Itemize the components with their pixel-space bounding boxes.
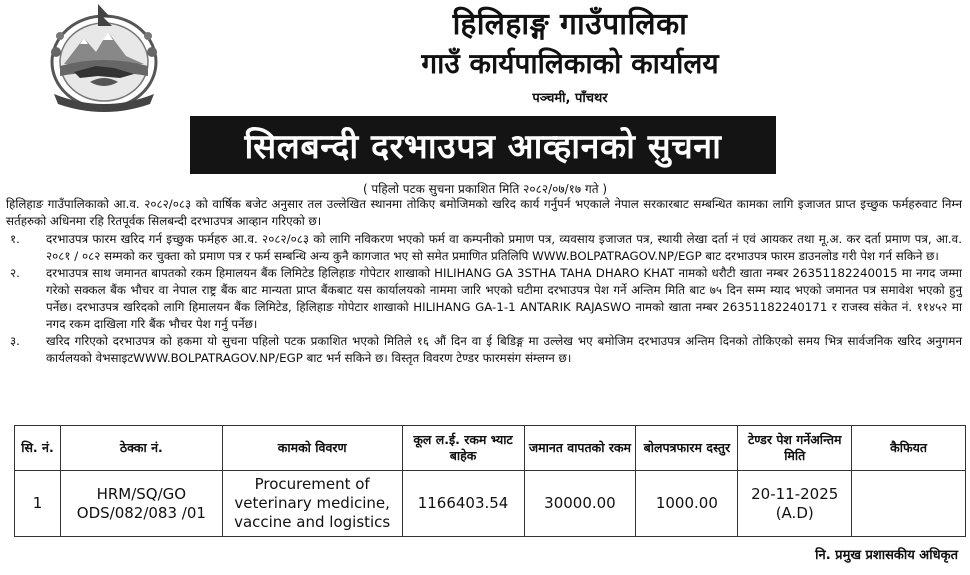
condition-number: ३. xyxy=(10,334,20,348)
cell-sn: 1 xyxy=(15,471,61,537)
col-header-contract-no: ठेक्का नं. xyxy=(60,426,222,471)
nepal-emblem-icon xyxy=(40,2,168,114)
col-header-sn: सि. नं. xyxy=(15,426,61,471)
condition-item xyxy=(6,231,962,265)
cell-security-amount: 30000.00 xyxy=(524,471,636,537)
col-header-estimated-amount: कूल ल.ई. रकम भ्याट बाहेक xyxy=(402,426,524,471)
municipality-title: हिलिहाङ्ग गाउँपालिका xyxy=(452,7,688,42)
intro-paragraph: हिलिहाङ गाउँपालिकाको आ.व. २०८२/०८३ को वार्षिक बजेट अनुसार तल उल्लेखित स्थानमा तोकिए बमोजिमको खरिद कार्य गर्नुपर्न भएकाले नेपाल सरकारबाट सम्बन्धित कामका लागि इजाजत प्राप्त इच्छुक फर्महरुवाट निम्न सर्तहरुको अधिनमा रहि रितपूर्वक सिलबन्दी दरभाउपत्र आव्हान गरिएको छ। xyxy=(6,197,962,228)
condition-item xyxy=(6,333,962,367)
cell-contract-no: HRM/SQ/GO ODS/082/083 /01 xyxy=(60,471,222,537)
tender-table xyxy=(14,425,966,537)
condition-number: १. xyxy=(10,232,20,246)
office-location: पञ्चमी, पाँचथर xyxy=(532,91,608,106)
condition-text: दरभाउपत्र फारम खरिद गर्न इच्छुक फर्महरु आ.व. २०८२/०८३ को लागि नविकरण भएको फर्म वा कम्पनीको प्रमाण पत्र, व्यवसाय इजाजत पत्र, स्थायी लेखा दर्ता नं एवं आयकर तथा मू.अ. कर दर्ता प्रमाण पत्र, आ.व. २०८१ / ०८२ सम्मको कर चुक्ता को प्रमाण पत्र र फर्म सम्बन्धि अन्य कुनै कागजात भए सो समेत प्रमाणित प्रतिलिपि WWW.BOLPATRAGOV.NP/EGP बाट दरभाउपत्र फारम डाउनलोड गरी पेश गर्न सकिने छ। xyxy=(46,232,962,263)
notice-body xyxy=(6,196,962,367)
table-header-row xyxy=(15,426,966,471)
notice-banner: सिलबन्दी दरभाउपत्र आव्हानको सुचना xyxy=(190,116,776,174)
cell-form-fee: 1000.00 xyxy=(636,471,738,537)
cell-description: Procurement of veterinary medicine, vaccine and logistics xyxy=(222,471,402,537)
condition-number: २. xyxy=(10,266,20,280)
col-header-remarks: कैफियत xyxy=(852,426,966,471)
condition-item xyxy=(6,265,962,333)
office-title: गाउँ कार्यपालिकाको कार्यालय xyxy=(421,47,719,80)
cell-estimated-amount: 1166403.54 xyxy=(402,471,524,537)
table-row xyxy=(15,471,966,537)
condition-text: दरभाउपत्र साथ जमानत बापतको रकम हिमालयन बैंक लिमिटेड हिलिहाङ गोपेटार शाखाको HILIHANG GA 3STHA TAHA DHARO KHAT नामको धरौटी खाता नम्बर 26351182240015 मा नगद जम्मा गरेको सक्कल बैंक भौचर वा नेपाल राष्ट्र बैंक बाट मान्यता प्राप्त बैंकबाट यस कार्यालयको नाममा जारि भएको घटीमा दरभाउपत्र पेश गर्ने अन्तिम मिति बाट ७५ दिन सम्म म्याद भएको जमानत पत्र समावेश भएको हुनु पर्नेछ। दरभाउपत्र खरिदको लागि हिमालयन बैंक लिमिटेड, हिलिहाङ गोपेटार शाखाको HILIHANG GA-1-1 ANTARIK RAJASWO नामको खाता नम्बर 26351182240171 र राजस्व संकेत नं. ११४५२ मा नगद रकम दाखिला गरि बैंक भौचर पेश गर्नु पर्नेछ। xyxy=(46,266,962,331)
col-header-security-amount: जमानत वापतको रकम xyxy=(524,426,636,471)
cell-deadline: 20-11-2025 (A.D) xyxy=(738,471,852,537)
header xyxy=(0,0,970,120)
col-header-form-fee: बोलपत्रफारम दस्तुर xyxy=(636,426,738,471)
signatory-title: नि. प्रमुख प्रशासकीय अधिकृत xyxy=(815,548,958,563)
col-header-deadline: टेण्डर पेश गर्नेअन्तिम मिति xyxy=(738,426,852,471)
cell-remarks xyxy=(852,471,966,537)
condition-text: खरिद गरिएको दरभाउपत्र को हकमा यो सुचना पहिलो पटक प्रकाशित भएको मितिले १६ औं दिन वा ई बिडिङ्ग मा उल्लेख भए बमोजिम दरभाउपत्र अन्तिम दिनको तोकिएको समय भित्र सार्वजनिक खरिद अनुगमन कार्यलयको वेभसाइटWWW.BOLPATRAGOV.NP/EGP बाट भर्न सकिने छ। विस्तृत विवरण टेण्डर फारमसंग संम्लग्न छ। xyxy=(46,334,962,365)
publish-date-note: ( पहिलो पटक सुचना प्रकाशित मिति २०८२/०७/१७ गते ) xyxy=(362,182,608,196)
col-header-description: कामको विवरण xyxy=(222,426,402,471)
